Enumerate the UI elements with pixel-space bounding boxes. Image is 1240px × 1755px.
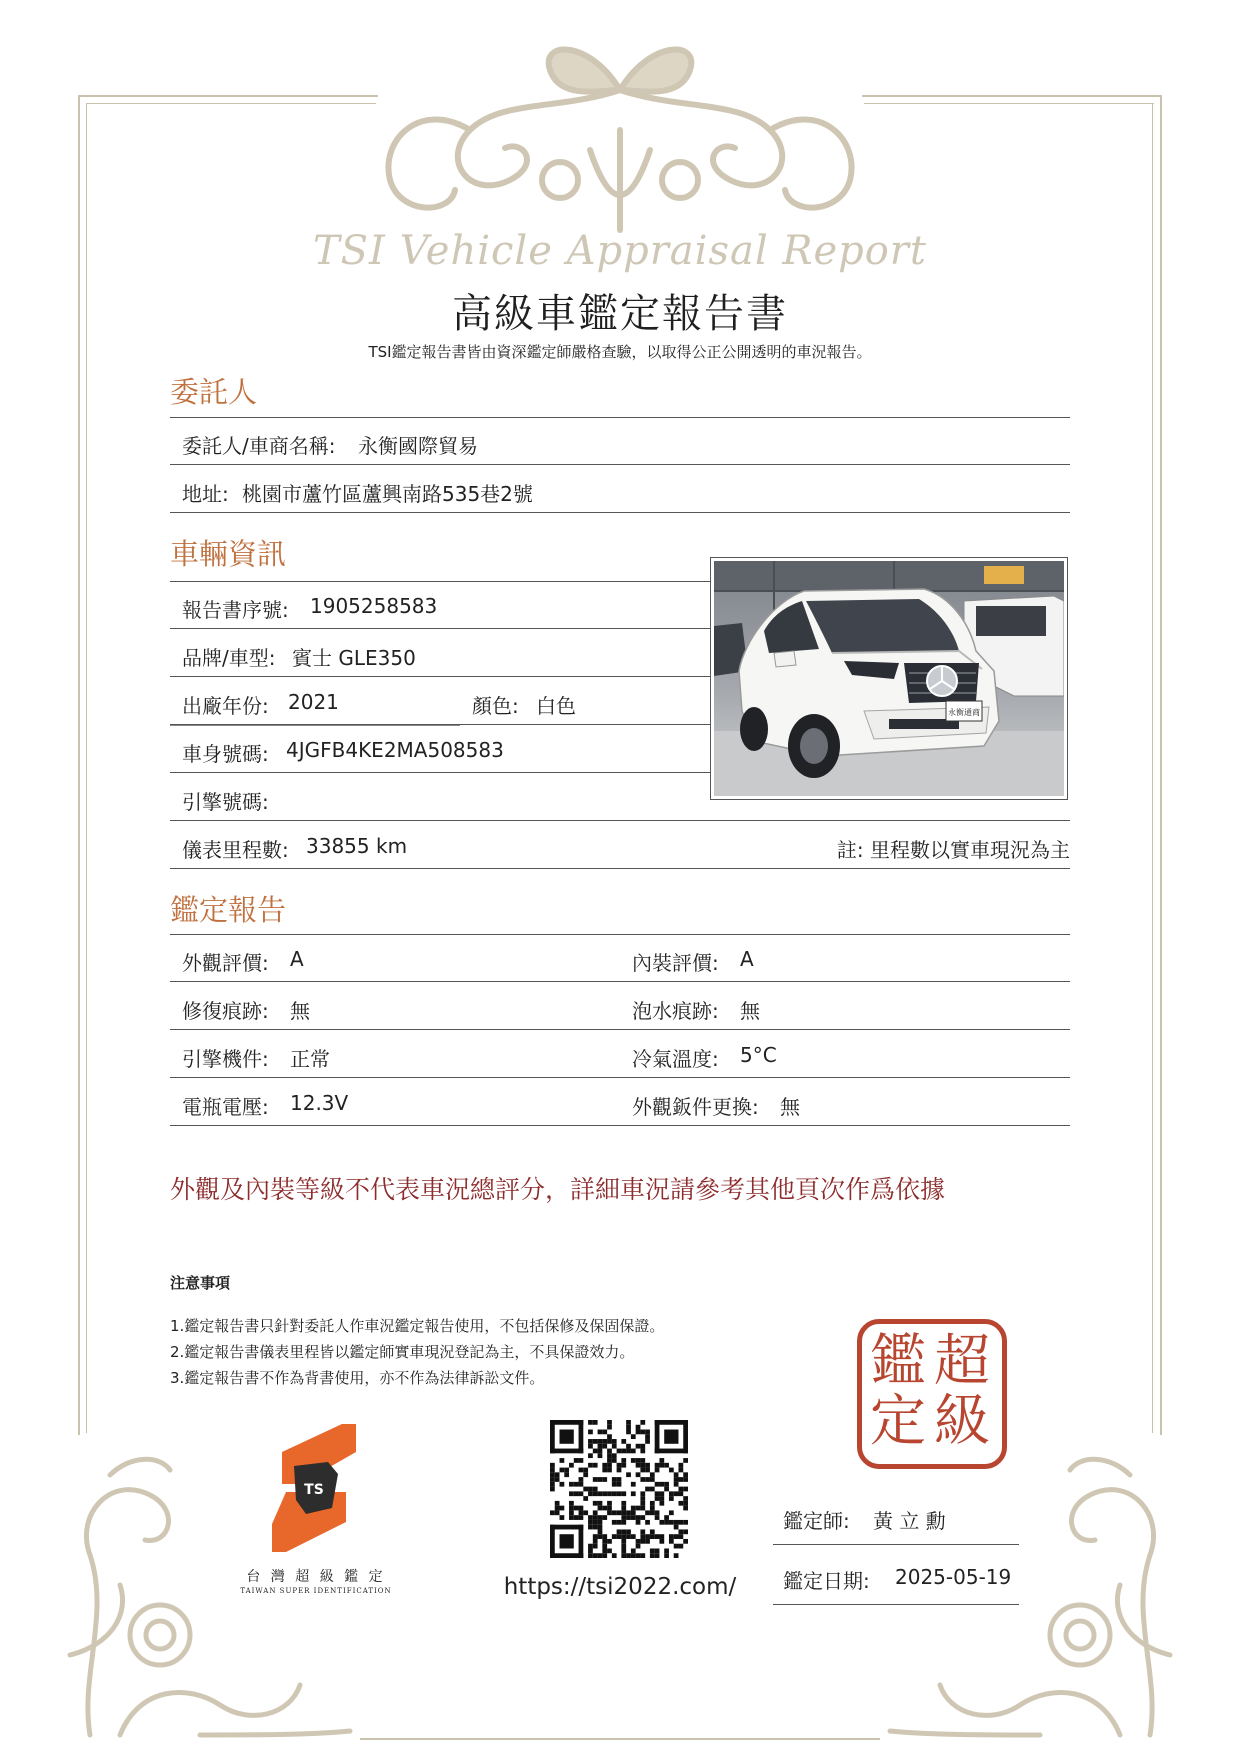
appraisal-date-label: 鑑定日期: [783, 1569, 870, 1593]
mileage-row [170, 822, 1070, 869]
seal-char: 定 [870, 1389, 926, 1454]
report-right-label: 冷氣溫度: [632, 1047, 719, 1071]
year-label: 出廠年份: [182, 694, 269, 718]
client-section-title: 委託人 [170, 375, 258, 409]
seal-char: 級 [934, 1389, 990, 1454]
client-address-label: 地址: [182, 482, 229, 506]
vin-value: 4JGFB4KE2MA508583 [286, 738, 504, 762]
color-label: 顏色: [472, 694, 519, 718]
appraiser-value: 黃 立 勳 [873, 1509, 946, 1533]
qr-code-icon [550, 1420, 688, 1558]
report-left-value: 12.3V [290, 1091, 349, 1115]
client-address-row [170, 466, 1070, 513]
page-subtitle: TSI鑑定報告書皆由資深鑑定師嚴格查驗，以取得公正公開透明的車況報告。 [368, 343, 872, 361]
vehicle-photo [710, 557, 1068, 800]
report-right-value: 無 [740, 999, 760, 1023]
engine-number-label: 引擎號碼: [182, 790, 269, 814]
report-left-label: 電瓶電壓: [182, 1095, 269, 1119]
appraisal-date-row [773, 1547, 1019, 1605]
report-row [170, 983, 1070, 1030]
report-right-label: 外觀鈑件更換: [632, 1095, 759, 1119]
report-left-value: A [290, 947, 304, 971]
client-name-label: 委託人/車商名稱: [182, 434, 336, 458]
notes-title: 注意事項 [170, 1274, 231, 1292]
seal-char: 鑑 [870, 1329, 926, 1394]
appraisal-seal [857, 1319, 1007, 1469]
note-item: 3.鑑定報告書不作為背書使用，亦不作為法律訴訟文件。 [170, 1369, 545, 1387]
report-number-row [170, 582, 710, 629]
report-left-label: 外觀評價: [182, 951, 269, 975]
vehicle-section-title: 車輛資訊 [170, 537, 287, 571]
report-right-value: A [740, 947, 754, 971]
note-item: 1.鑑定報告書只針對委託人作車況鑑定報告使用，不包括保修及保固保證。 [170, 1317, 665, 1335]
script-title: TSI Vehicle Appraisal Report [312, 228, 928, 274]
logo-english-name: TAIWAN SUPER IDENTIFICATION [240, 1587, 392, 1595]
report-section-title: 鑑定報告 [170, 893, 287, 927]
report-row [170, 1031, 1070, 1078]
mileage-value: 33855 km [306, 834, 408, 858]
vin-label: 車身號碼: [182, 742, 269, 766]
client-name-value: 永衡國際貿易 [358, 434, 478, 458]
report-right-value: 5°C [740, 1043, 777, 1067]
website-url: https://tsi2022.com/ [503, 1574, 737, 1600]
page-title: 高級車鑑定報告書 [452, 291, 788, 337]
report-right-label: 泡水痕跡: [632, 999, 719, 1023]
appraiser-row [773, 1487, 1019, 1545]
appraisal-date-value: 2025-05-19 [895, 1565, 1012, 1589]
report-left-value: 無 [290, 999, 310, 1023]
report-number-value: 1905258583 [310, 594, 438, 618]
note-item: 2.鑑定報告書儀表里程皆以鑑定師實車現況登記為主，不具保證效力。 [170, 1343, 635, 1361]
model-row [170, 630, 710, 677]
report-row [170, 1079, 1070, 1126]
report-right-value: 無 [780, 1095, 800, 1119]
model-value: 賓士 GLE350 [292, 646, 416, 670]
top-ornament [360, 30, 880, 250]
year-value: 2021 [288, 690, 339, 714]
license-plate-text: 永衡通商 [948, 708, 980, 717]
logo-chinese-name: 台 灣 超 級 鑑 定 [246, 1569, 386, 1585]
color-value: 白色 [536, 694, 576, 718]
mileage-label: 儀表里程數: [182, 838, 289, 862]
report-row [170, 935, 1070, 982]
disclaimer-warning: 外觀及內裝等級不代表車況總評分，詳細車況請參考其他頁次作爲依據 [170, 1175, 946, 1204]
logo-mark-text: TS [304, 1482, 324, 1498]
client-name-row [170, 418, 1070, 465]
report-left-label: 引擎機件: [182, 1047, 269, 1071]
report-left-value: 正常 [290, 1047, 330, 1071]
year-color-row [170, 678, 710, 725]
mileage-note: 註: 里程數以實車現況為主 [836, 838, 1070, 862]
vin-row [170, 726, 710, 773]
report-number-label: 報告書序號: [182, 598, 289, 622]
tsi-logo-icon [272, 1422, 356, 1554]
car-illustration [714, 561, 1064, 796]
model-label: 品牌/車型: [182, 646, 276, 670]
appraiser-label: 鑑定師: [783, 1509, 850, 1533]
client-address-value: 桃園市蘆竹區蘆興南路535巷2號 [242, 482, 533, 506]
seal-char: 超 [934, 1329, 990, 1394]
report-right-label: 內裝評價: [632, 951, 719, 975]
report-left-label: 修復痕跡: [182, 999, 269, 1023]
